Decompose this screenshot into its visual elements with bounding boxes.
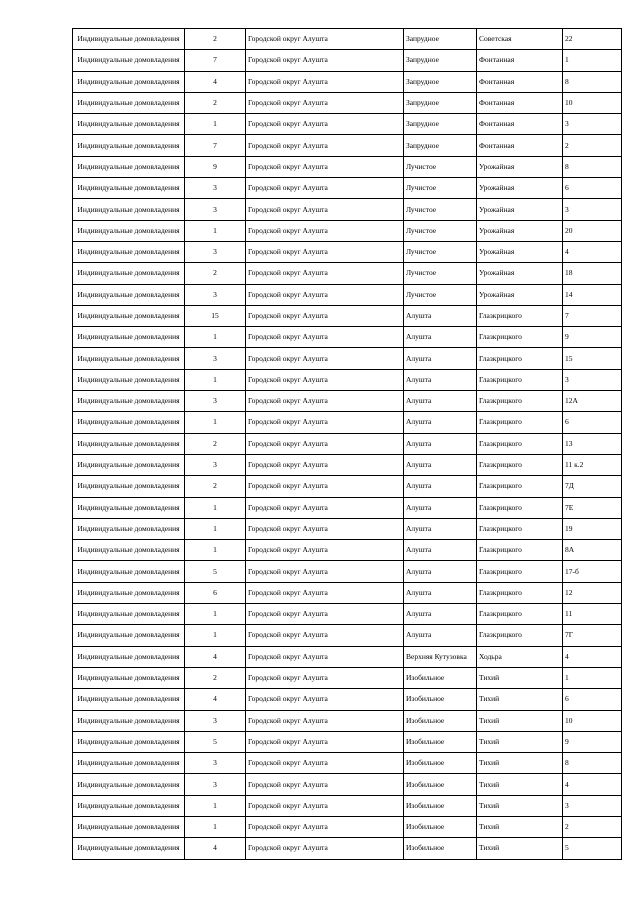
- locality-cell: Алушта: [404, 348, 477, 369]
- table-row: [73, 689, 622, 710]
- housing-type-cell: Индивидуальные домовладения: [73, 710, 185, 731]
- district-cell: Городской округ Алушта: [246, 305, 404, 326]
- table-row: [73, 433, 622, 454]
- locality-cell: Лучистое: [404, 241, 477, 262]
- count-cell: 3: [185, 391, 246, 412]
- table-row: [73, 625, 622, 646]
- house-number-cell: 9: [563, 327, 622, 348]
- count-cell: 1: [185, 497, 246, 518]
- locality-cell: Алушта: [404, 604, 477, 625]
- house-number-cell: 5: [563, 838, 622, 859]
- locality-cell: Алушта: [404, 327, 477, 348]
- house-number-cell: 4: [563, 646, 622, 667]
- locality-cell: Алушта: [404, 497, 477, 518]
- count-cell: 7: [185, 50, 246, 71]
- housing-type-cell: Индивидуальные домовладения: [73, 29, 185, 50]
- table-row: [73, 518, 622, 539]
- street-cell: Урожайная: [477, 178, 563, 199]
- count-cell: 3: [185, 241, 246, 262]
- table-row: [73, 220, 622, 241]
- housing-type-cell: Индивидуальные домовладения: [73, 795, 185, 816]
- district-cell: Городской округ Алушта: [246, 774, 404, 795]
- housing-type-cell: Индивидуальные домовладения: [73, 540, 185, 561]
- table-row: [73, 582, 622, 603]
- table-row: [73, 454, 622, 475]
- house-number-cell: 1: [563, 667, 622, 688]
- locality-cell: Запрудное: [404, 50, 477, 71]
- table-row: [73, 29, 622, 50]
- house-number-cell: 6: [563, 689, 622, 710]
- housing-type-cell: Индивидуальные домовладения: [73, 327, 185, 348]
- table-row: [73, 497, 622, 518]
- table-row: [73, 774, 622, 795]
- housing-type-cell: Индивидуальные домовладения: [73, 497, 185, 518]
- locality-cell: Алушта: [404, 625, 477, 646]
- locality-cell: Верхняя Кутузовка: [404, 646, 477, 667]
- house-number-cell: 8: [563, 156, 622, 177]
- housing-type-cell: Индивидуальные домовладения: [73, 114, 185, 135]
- count-cell: 7: [185, 135, 246, 156]
- street-cell: Глазкрицкого: [477, 497, 563, 518]
- table-row: [73, 540, 622, 561]
- table-row: [73, 561, 622, 582]
- count-cell: 3: [185, 348, 246, 369]
- house-number-cell: 14: [563, 284, 622, 305]
- house-number-cell: 19: [563, 518, 622, 539]
- table-body: [73, 29, 622, 860]
- count-cell: 1: [185, 220, 246, 241]
- locality-cell: Изобильное: [404, 816, 477, 837]
- housing-type-cell: Индивидуальные домовладения: [73, 753, 185, 774]
- house-number-cell: 11: [563, 604, 622, 625]
- table-row: [73, 284, 622, 305]
- district-cell: Городской округ Алушта: [246, 433, 404, 454]
- street-cell: Фонтанная: [477, 92, 563, 113]
- district-cell: Городской округ Алушта: [246, 753, 404, 774]
- locality-cell: Лучистое: [404, 284, 477, 305]
- table-row: [73, 241, 622, 262]
- district-cell: Городской округ Алушта: [246, 816, 404, 837]
- count-cell: 4: [185, 689, 246, 710]
- housing-type-cell: Индивидуальные домовладения: [73, 604, 185, 625]
- house-number-cell: 8А: [563, 540, 622, 561]
- district-cell: Городской округ Алушта: [246, 540, 404, 561]
- street-cell: Тихий: [477, 816, 563, 837]
- table-row: [73, 391, 622, 412]
- count-cell: 1: [185, 327, 246, 348]
- street-cell: Глазкрицкого: [477, 540, 563, 561]
- locality-cell: Алушта: [404, 476, 477, 497]
- housing-type-cell: Индивидуальные домовладения: [73, 518, 185, 539]
- locality-cell: Изобильное: [404, 731, 477, 752]
- housing-type-cell: Индивидуальные домовладения: [73, 92, 185, 113]
- locality-cell: Лучистое: [404, 178, 477, 199]
- count-cell: 3: [185, 199, 246, 220]
- housing-type-cell: Индивидуальные домовладения: [73, 667, 185, 688]
- district-cell: Городской округ Алушта: [246, 667, 404, 688]
- locality-cell: Алушта: [404, 433, 477, 454]
- table-row: [73, 412, 622, 433]
- house-number-cell: 20: [563, 220, 622, 241]
- housing-type-cell: Индивидуальные домовладения: [73, 199, 185, 220]
- district-cell: Городской округ Алушта: [246, 518, 404, 539]
- street-cell: Ходьра: [477, 646, 563, 667]
- street-cell: Фонтанная: [477, 135, 563, 156]
- district-cell: Городской округ Алушта: [246, 92, 404, 113]
- district-cell: Городской округ Алушта: [246, 412, 404, 433]
- table-row: [73, 92, 622, 113]
- housing-type-cell: Индивидуальные домовладения: [73, 156, 185, 177]
- street-cell: Тихий: [477, 774, 563, 795]
- locality-cell: Алушта: [404, 454, 477, 475]
- house-number-cell: 2: [563, 816, 622, 837]
- street-cell: Глазкрицкого: [477, 561, 563, 582]
- housing-type-cell: Индивидуальные домовладения: [73, 50, 185, 71]
- district-cell: Городской округ Алушта: [246, 838, 404, 859]
- count-cell: 1: [185, 604, 246, 625]
- table-row: [73, 199, 622, 220]
- house-number-cell: 18: [563, 263, 622, 284]
- district-cell: Городской округ Алушта: [246, 263, 404, 284]
- house-number-cell: 1: [563, 50, 622, 71]
- housing-type-cell: Индивидуальные домовладения: [73, 369, 185, 390]
- count-cell: 6: [185, 582, 246, 603]
- count-cell: 3: [185, 454, 246, 475]
- house-number-cell: 8: [563, 71, 622, 92]
- count-cell: 5: [185, 561, 246, 582]
- locality-cell: Изобильное: [404, 710, 477, 731]
- district-cell: Городской округ Алушта: [246, 689, 404, 710]
- housing-type-cell: Индивидуальные домовладения: [73, 220, 185, 241]
- street-cell: Урожайная: [477, 220, 563, 241]
- district-cell: Городской округ Алушта: [246, 582, 404, 603]
- locality-cell: Алушта: [404, 582, 477, 603]
- table-row: [73, 156, 622, 177]
- housing-register-table: [72, 28, 622, 860]
- street-cell: Тихий: [477, 710, 563, 731]
- district-cell: Городской округ Алушта: [246, 604, 404, 625]
- street-cell: Урожайная: [477, 156, 563, 177]
- district-cell: Городской округ Алушта: [246, 731, 404, 752]
- district-cell: Городской округ Алушта: [246, 348, 404, 369]
- district-cell: Городской округ Алушта: [246, 497, 404, 518]
- count-cell: 2: [185, 433, 246, 454]
- street-cell: Глазкрицкого: [477, 305, 563, 326]
- street-cell: Фонтанная: [477, 71, 563, 92]
- housing-type-cell: Индивидуальные домовладения: [73, 412, 185, 433]
- house-number-cell: 10: [563, 710, 622, 731]
- house-number-cell: 15: [563, 348, 622, 369]
- count-cell: 2: [185, 29, 246, 50]
- locality-cell: Изобильное: [404, 753, 477, 774]
- housing-type-cell: Индивидуальные домовладения: [73, 816, 185, 837]
- locality-cell: Алушта: [404, 561, 477, 582]
- district-cell: Городской округ Алушта: [246, 220, 404, 241]
- locality-cell: Лучистое: [404, 220, 477, 241]
- district-cell: Городской округ Алушта: [246, 646, 404, 667]
- street-cell: Урожайная: [477, 263, 563, 284]
- locality-cell: Алушта: [404, 518, 477, 539]
- housing-type-cell: Индивидуальные домовладения: [73, 241, 185, 262]
- street-cell: Тихий: [477, 731, 563, 752]
- housing-type-cell: Индивидуальные домовладения: [73, 838, 185, 859]
- housing-type-cell: Индивидуальные домовладения: [73, 178, 185, 199]
- locality-cell: Запрудное: [404, 114, 477, 135]
- count-cell: 1: [185, 369, 246, 390]
- house-number-cell: 3: [563, 114, 622, 135]
- count-cell: 2: [185, 476, 246, 497]
- district-cell: Городской округ Алушта: [246, 29, 404, 50]
- district-cell: Городской округ Алушта: [246, 391, 404, 412]
- table-row: [73, 50, 622, 71]
- district-cell: Городской округ Алушта: [246, 284, 404, 305]
- street-cell: Тихий: [477, 838, 563, 859]
- district-cell: Городской округ Алушта: [246, 476, 404, 497]
- count-cell: 1: [185, 114, 246, 135]
- housing-type-cell: Индивидуальные домовладения: [73, 476, 185, 497]
- housing-type-cell: Индивидуальные домовладения: [73, 71, 185, 92]
- district-cell: Городской округ Алушта: [246, 625, 404, 646]
- count-cell: 1: [185, 795, 246, 816]
- house-number-cell: 4: [563, 241, 622, 262]
- housing-type-cell: Индивидуальные домовладения: [73, 284, 185, 305]
- district-cell: Городской округ Алушта: [246, 710, 404, 731]
- count-cell: 4: [185, 71, 246, 92]
- housing-type-cell: Индивидуальные домовладения: [73, 731, 185, 752]
- district-cell: Городской округ Алушта: [246, 178, 404, 199]
- locality-cell: Лучистое: [404, 156, 477, 177]
- count-cell: 2: [185, 263, 246, 284]
- street-cell: Фонтанная: [477, 114, 563, 135]
- street-cell: Глазкрицкого: [477, 369, 563, 390]
- house-number-cell: 10: [563, 92, 622, 113]
- house-number-cell: 6: [563, 412, 622, 433]
- locality-cell: Алушта: [404, 391, 477, 412]
- locality-cell: Изобильное: [404, 838, 477, 859]
- district-cell: Городской округ Алушта: [246, 327, 404, 348]
- table-row: [73, 710, 622, 731]
- street-cell: Тихий: [477, 667, 563, 688]
- locality-cell: Запрудное: [404, 135, 477, 156]
- street-cell: Фонтанная: [477, 50, 563, 71]
- street-cell: Тихий: [477, 689, 563, 710]
- table-row: [73, 667, 622, 688]
- count-cell: 9: [185, 156, 246, 177]
- house-number-cell: 11 к.2: [563, 454, 622, 475]
- street-cell: Глазкрицкого: [477, 348, 563, 369]
- count-cell: 1: [185, 518, 246, 539]
- district-cell: Городской округ Алушта: [246, 561, 404, 582]
- table-row: [73, 135, 622, 156]
- house-number-cell: 6: [563, 178, 622, 199]
- locality-cell: Алушта: [404, 540, 477, 561]
- table-row: [73, 369, 622, 390]
- district-cell: Городской округ Алушта: [246, 369, 404, 390]
- table-row: [73, 263, 622, 284]
- locality-cell: Лучистое: [404, 263, 477, 284]
- housing-type-cell: Индивидуальные домовладения: [73, 305, 185, 326]
- table-row: [73, 114, 622, 135]
- street-cell: Глазкрицкого: [477, 327, 563, 348]
- locality-cell: Лучистое: [404, 199, 477, 220]
- locality-cell: Алушта: [404, 369, 477, 390]
- count-cell: 1: [185, 625, 246, 646]
- table-row: [73, 178, 622, 199]
- table-row: [73, 646, 622, 667]
- district-cell: Городской округ Алушта: [246, 135, 404, 156]
- housing-type-cell: Индивидуальные домовладения: [73, 774, 185, 795]
- house-number-cell: 7Г: [563, 625, 622, 646]
- table-row: [73, 795, 622, 816]
- locality-cell: Изобильное: [404, 689, 477, 710]
- count-cell: 15: [185, 305, 246, 326]
- count-cell: 3: [185, 774, 246, 795]
- count-cell: 1: [185, 816, 246, 837]
- house-number-cell: 22: [563, 29, 622, 50]
- count-cell: 2: [185, 667, 246, 688]
- district-cell: Городской округ Алушта: [246, 50, 404, 71]
- house-number-cell: 9: [563, 731, 622, 752]
- table-row: [73, 71, 622, 92]
- house-number-cell: 2: [563, 135, 622, 156]
- house-number-cell: 8: [563, 753, 622, 774]
- street-cell: Глазкрицкого: [477, 454, 563, 475]
- house-number-cell: 7Е: [563, 497, 622, 518]
- district-cell: Городской округ Алушта: [246, 71, 404, 92]
- housing-type-cell: Индивидуальные домовладения: [73, 646, 185, 667]
- street-cell: Глазкрицкого: [477, 433, 563, 454]
- street-cell: Глазкрицкого: [477, 625, 563, 646]
- table-row: [73, 604, 622, 625]
- housing-type-cell: Индивидуальные домовладения: [73, 433, 185, 454]
- table-row: [73, 816, 622, 837]
- street-cell: Глазкрицкого: [477, 476, 563, 497]
- count-cell: 4: [185, 646, 246, 667]
- street-cell: Глазкрицкого: [477, 604, 563, 625]
- housing-type-cell: Индивидуальные домовладения: [73, 689, 185, 710]
- housing-type-cell: Индивидуальные домовладения: [73, 625, 185, 646]
- housing-type-cell: Индивидуальные домовладения: [73, 348, 185, 369]
- count-cell: 4: [185, 838, 246, 859]
- house-number-cell: 3: [563, 199, 622, 220]
- housing-type-cell: Индивидуальные домовладения: [73, 561, 185, 582]
- house-number-cell: 17-б: [563, 561, 622, 582]
- street-cell: Глазкрицкого: [477, 518, 563, 539]
- locality-cell: Запрудное: [404, 29, 477, 50]
- house-number-cell: 13: [563, 433, 622, 454]
- table-row: [73, 327, 622, 348]
- street-cell: Тихий: [477, 753, 563, 774]
- housing-type-cell: Индивидуальные домовладения: [73, 391, 185, 412]
- house-number-cell: 7Д: [563, 476, 622, 497]
- housing-type-cell: Индивидуальные домовладения: [73, 263, 185, 284]
- count-cell: 3: [185, 178, 246, 199]
- locality-cell: Запрудное: [404, 71, 477, 92]
- table-row: [73, 476, 622, 497]
- housing-type-cell: Индивидуальные домовладения: [73, 135, 185, 156]
- locality-cell: Изобильное: [404, 667, 477, 688]
- street-cell: Урожайная: [477, 199, 563, 220]
- street-cell: Глазкрицкого: [477, 582, 563, 603]
- street-cell: Глазкрицкого: [477, 391, 563, 412]
- locality-cell: Изобильное: [404, 774, 477, 795]
- district-cell: Городской округ Алушта: [246, 454, 404, 475]
- table-row: [73, 348, 622, 369]
- house-number-cell: 12: [563, 582, 622, 603]
- count-cell: 2: [185, 92, 246, 113]
- street-cell: Урожайная: [477, 241, 563, 262]
- count-cell: 5: [185, 731, 246, 752]
- street-cell: Советская: [477, 29, 563, 50]
- district-cell: Городской округ Алушта: [246, 199, 404, 220]
- table-row: [73, 731, 622, 752]
- table-row: [73, 753, 622, 774]
- district-cell: Городской округ Алушта: [246, 156, 404, 177]
- count-cell: 1: [185, 412, 246, 433]
- house-number-cell: 12А: [563, 391, 622, 412]
- table-row: [73, 838, 622, 859]
- housing-type-cell: Индивидуальные домовладения: [73, 454, 185, 475]
- table-row: [73, 305, 622, 326]
- locality-cell: Запрудное: [404, 92, 477, 113]
- street-cell: Урожайная: [477, 284, 563, 305]
- count-cell: 3: [185, 753, 246, 774]
- street-cell: Глазкрицкого: [477, 412, 563, 433]
- count-cell: 1: [185, 540, 246, 561]
- locality-cell: Алушта: [404, 305, 477, 326]
- district-cell: Городской округ Алушта: [246, 241, 404, 262]
- housing-type-cell: Индивидуальные домовладения: [73, 582, 185, 603]
- count-cell: 3: [185, 284, 246, 305]
- house-number-cell: 3: [563, 795, 622, 816]
- house-number-cell: 4: [563, 774, 622, 795]
- house-number-cell: 7: [563, 305, 622, 326]
- count-cell: 3: [185, 710, 246, 731]
- district-cell: Городской округ Алушта: [246, 795, 404, 816]
- locality-cell: Изобильное: [404, 795, 477, 816]
- street-cell: Тихий: [477, 795, 563, 816]
- district-cell: Городской округ Алушта: [246, 114, 404, 135]
- locality-cell: Алушта: [404, 412, 477, 433]
- house-number-cell: 3: [563, 369, 622, 390]
